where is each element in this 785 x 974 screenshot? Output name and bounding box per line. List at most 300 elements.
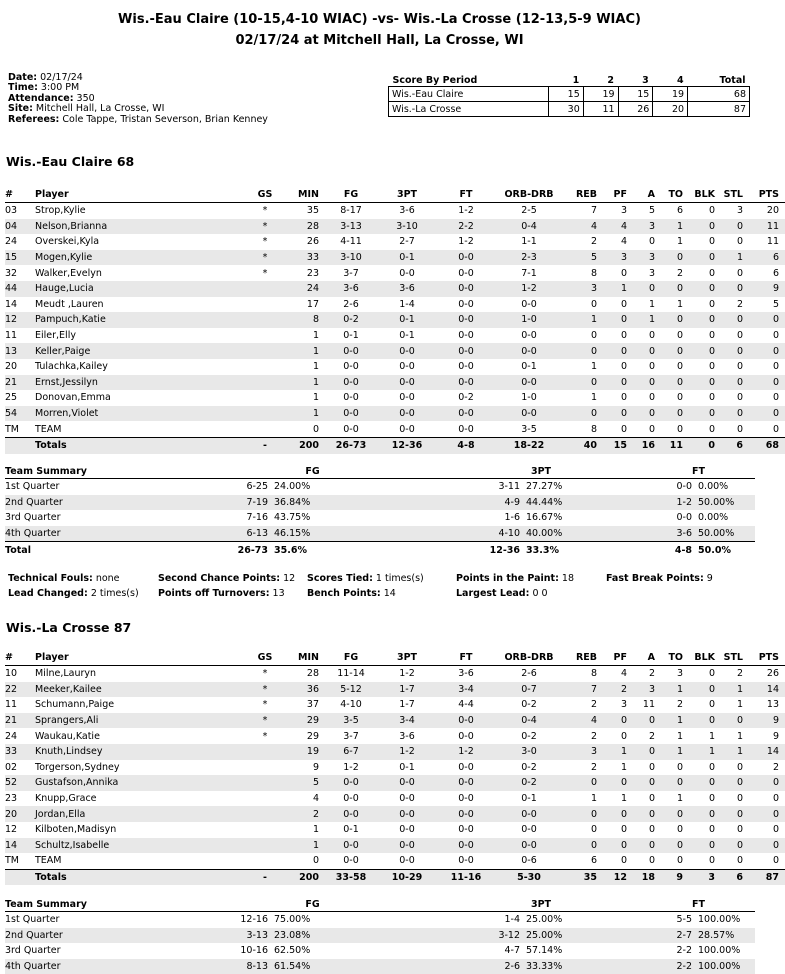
- summary-cell: 6-25: [246, 481, 268, 493]
- summary-cell: 40.00%: [520, 526, 642, 542]
- player-name: Knupp,Grace: [35, 793, 97, 805]
- stat-cell: 35: [306, 205, 319, 217]
- stat-cell: 0-0: [495, 838, 563, 854]
- sbp-header-cell: 1: [572, 74, 580, 86]
- stat-cell: 1: [676, 730, 683, 742]
- stat-cell: 0: [661, 312, 689, 328]
- player-name: TEAM: [35, 423, 62, 435]
- stat-cell: *: [262, 730, 268, 742]
- player-row: [5, 853, 785, 869]
- stat-cell: 9: [772, 730, 779, 742]
- stat-cell: 0: [736, 824, 743, 836]
- box-header-cell: 3PT: [377, 650, 437, 666]
- stat-cell: 0: [689, 343, 721, 359]
- stat-cell: 1: [661, 682, 689, 698]
- site-value: Mitchell Hall, La Crosse, WI: [35, 103, 165, 115]
- stat-cell: 0-0: [377, 806, 437, 822]
- stat-cell: 0: [689, 219, 721, 235]
- stat-cell: 44: [5, 281, 35, 297]
- stat-cell: 1: [661, 713, 689, 729]
- stat-cell: 14: [5, 838, 35, 854]
- summary-header-cell: FT: [642, 465, 755, 479]
- stat-cell: 2: [290, 806, 325, 822]
- totals-cell: 35: [563, 869, 603, 885]
- player-row: [5, 697, 785, 713]
- box-header-cell: BLK: [689, 187, 721, 203]
- stat-cell: 0-0: [377, 406, 437, 422]
- player-name: Mogen,Kylie: [35, 250, 240, 266]
- stat-cell: 1-2: [399, 668, 415, 680]
- stat-cell: 0: [689, 406, 721, 422]
- stat-cell: 0: [749, 343, 785, 359]
- stat-cell: 0: [736, 423, 743, 435]
- player-name: Morren,Violet: [35, 406, 240, 422]
- stat-cell: 0: [312, 423, 319, 435]
- player-row: [5, 682, 785, 698]
- stat-cell: 0: [689, 775, 721, 791]
- stat-cell: 0: [736, 392, 743, 404]
- box-header-cell: TO: [661, 650, 689, 666]
- stat-cell: 0: [603, 775, 633, 791]
- player-name: Torgerson,Sydney: [35, 761, 120, 773]
- stat-cell: 1-2: [495, 281, 563, 297]
- totals-cell: 12: [603, 869, 633, 885]
- summary-cell: 26-73: [185, 542, 268, 558]
- player-row: [5, 312, 785, 328]
- stat-cell: [240, 375, 290, 391]
- stat-cell: 0-0: [325, 343, 377, 359]
- stat-cell: 0: [689, 713, 721, 729]
- totals-cell: 33-58: [325, 869, 377, 885]
- totals-cell: 4-8: [437, 437, 495, 453]
- stat-cell: 1: [661, 744, 689, 760]
- stat-cell: 0: [772, 392, 779, 404]
- stat-cell: 0: [689, 806, 721, 822]
- stat-cell: 1: [312, 824, 319, 836]
- player-row: [5, 281, 785, 297]
- stat-cell: TM: [5, 423, 19, 435]
- stat-cell: [240, 791, 290, 807]
- stat-cell: 28: [306, 668, 319, 680]
- stat-cell: 3: [563, 744, 603, 760]
- stat-cell: 0-4: [495, 219, 563, 235]
- stat-cell: [240, 328, 290, 344]
- stat-cell: 3-10: [377, 219, 437, 235]
- stat-cell: 54: [5, 406, 35, 422]
- stat-cell: 0: [736, 330, 743, 342]
- sbp-cell: 68: [688, 87, 750, 102]
- totals-cell: 26-73: [325, 437, 377, 453]
- stat-cell: 0: [749, 806, 785, 822]
- stat-cell: [240, 822, 290, 838]
- box-header-cell: A: [633, 650, 661, 666]
- stat-cell: 7: [563, 682, 603, 698]
- stat-cell: 11: [749, 219, 785, 235]
- summary-cell: 4-9: [440, 495, 520, 511]
- sbp-header-cell: 3: [642, 74, 649, 86]
- stat-cell: 0: [620, 824, 627, 836]
- stat-cell: 0-2: [495, 775, 563, 791]
- stat-cell: 0-0: [437, 375, 495, 391]
- sbp-cell: 20: [653, 102, 688, 117]
- summary-header-cell: FG: [185, 898, 440, 912]
- box-header-cell: FG: [325, 650, 377, 666]
- sbp-cell: 19: [653, 87, 688, 102]
- sbp-header-cell: 4: [676, 74, 684, 86]
- stat-cell: 0-0: [377, 343, 437, 359]
- stat-cell: 0-0: [399, 824, 415, 836]
- stat-cell: 12: [5, 824, 18, 836]
- stat-cell: 0: [772, 330, 779, 342]
- stat-cell: 1-2: [377, 744, 437, 760]
- sbp-cell: 30: [549, 102, 584, 117]
- stat-cell: 22: [5, 682, 35, 698]
- stat-cell: 2-6: [521, 668, 537, 680]
- player-name: Pampuch,Katie: [35, 312, 240, 328]
- stat-cell: 1: [312, 361, 319, 373]
- stat-cell: 0: [661, 343, 689, 359]
- stat-cell: 1: [312, 392, 319, 404]
- summary-header-cell: FT: [642, 898, 755, 912]
- stat-cell: [240, 775, 290, 791]
- stat-cell: 0-0: [458, 793, 474, 805]
- fast-break-value: 9: [706, 573, 713, 584]
- stat-cell: 1-7: [399, 699, 415, 711]
- stat-cell: 6: [749, 250, 785, 266]
- stat-cell: 0: [749, 312, 785, 328]
- totals-cell: 12-36: [377, 437, 437, 453]
- stat-cell: 2-6: [343, 298, 359, 310]
- stat-cell: 0-1: [343, 824, 359, 836]
- totals-cell: 3: [689, 869, 721, 885]
- player-name: Sprangers,Ali: [35, 713, 240, 729]
- stat-cell: 0-0: [437, 250, 495, 266]
- game-matchup-title: Wis.-Eau Claire (10-15,4-10 WIAC) -vs- Wis.-La Crosse (12-13,5-9 WIAC): [118, 12, 641, 27]
- stat-cell: 4: [563, 219, 603, 235]
- stat-cell: [240, 390, 290, 406]
- stat-cell: 0-0: [521, 330, 537, 342]
- stat-cell: 5: [290, 775, 325, 791]
- stat-cell: 1: [290, 375, 325, 391]
- stat-cell: 0-1: [343, 330, 359, 342]
- stat-cell: 0: [648, 761, 655, 773]
- stat-cell: 1: [676, 298, 683, 310]
- stat-cell: 0-0: [399, 855, 415, 867]
- totals-cell: 10-29: [377, 869, 437, 885]
- stat-cell: 0: [708, 392, 715, 404]
- stat-cell: 0-4: [495, 713, 563, 729]
- player-name: Tulachka,Kailey: [35, 361, 108, 373]
- stat-cell: 1: [633, 312, 661, 328]
- stat-cell: 0: [648, 793, 655, 805]
- stat-cell: 0-0: [325, 838, 377, 854]
- summary-cell: 43.75%: [274, 512, 311, 524]
- stat-cell: 23: [306, 267, 319, 279]
- stat-cell: 0: [749, 375, 785, 391]
- stat-cell: 0-0: [437, 838, 495, 854]
- referees-value: Cole Tappe, Tristan Severson, Brian Kenney: [62, 113, 268, 125]
- stat-cell: 0: [749, 775, 785, 791]
- box-header-cell: PF: [603, 187, 633, 203]
- stat-cell: 0: [689, 281, 721, 297]
- stat-cell: 0-0: [458, 761, 474, 773]
- stat-cell: 3: [603, 250, 633, 266]
- stat-cell: 0-0: [521, 824, 537, 836]
- stat-cell: [240, 421, 290, 437]
- stat-cell: 3-5: [521, 423, 537, 435]
- stat-cell: 1: [736, 730, 743, 742]
- stat-cell: 0: [676, 361, 683, 373]
- box-header-cell: MIN: [290, 650, 325, 666]
- stat-cell: 0: [603, 838, 633, 854]
- stat-cell: 7: [590, 205, 597, 217]
- stat-cell: *: [240, 250, 290, 266]
- stat-cell: 15: [5, 250, 35, 266]
- stat-cell: 0: [620, 361, 627, 373]
- stat-cell: 0-2: [521, 699, 537, 711]
- stat-cell: 9: [749, 281, 785, 297]
- stat-cell: 1-4: [399, 298, 415, 310]
- box-header-cell: ORB-DRB: [495, 187, 563, 203]
- stat-cell: 0: [721, 806, 749, 822]
- stat-cell: 0: [620, 298, 627, 310]
- stat-cell: 0-0: [399, 392, 415, 404]
- player-row: [5, 343, 785, 359]
- scores-tied-label: Scores Tied:: [307, 573, 373, 584]
- stat-cell: 0: [620, 855, 627, 867]
- stat-cell: 6: [676, 205, 683, 217]
- stat-cell: 0-1: [399, 330, 415, 342]
- sbp-header-cell: 2: [607, 74, 615, 86]
- quarter-row: [5, 526, 755, 542]
- sbp-cell: 15: [618, 87, 653, 102]
- stat-cell: 0-0: [458, 298, 474, 310]
- box-header-cell: FT: [437, 650, 495, 666]
- stat-cell: 0: [708, 298, 715, 310]
- sbp-cell: Wis.-La Crosse: [389, 102, 549, 117]
- stat-cell: 0: [721, 312, 749, 328]
- stat-cell: 0: [708, 361, 715, 373]
- stat-cell: 4: [563, 713, 603, 729]
- stat-cell: 0-0: [343, 855, 359, 867]
- stat-cell: 25: [5, 392, 18, 404]
- stat-cell: 0-0: [325, 806, 377, 822]
- summary-cell: 25.00%: [520, 928, 642, 944]
- stat-cell: 0: [633, 375, 661, 391]
- totals-cell: 18: [633, 869, 661, 885]
- player-name: Strop,Kylie: [35, 205, 86, 217]
- summary-header-cell: Team Summary: [5, 898, 185, 912]
- player-name: Nelson,Brianna: [35, 219, 240, 235]
- summary-header-cell: 3PT: [440, 898, 642, 912]
- stat-cell: 4-10: [340, 699, 362, 711]
- totals-cell: 15: [603, 437, 633, 453]
- summary-cell: 4-8: [642, 542, 692, 558]
- stat-cell: [240, 297, 290, 313]
- stat-cell: 8: [590, 668, 597, 680]
- stat-cell: [240, 838, 290, 854]
- stat-cell: 2-3: [495, 250, 563, 266]
- stat-cell: 0-0: [377, 775, 437, 791]
- stat-cell: 3: [633, 250, 661, 266]
- stat-cell: 0-2: [325, 312, 377, 328]
- summary-cell: 6-13: [185, 526, 268, 542]
- summary-cell: 5-5: [676, 914, 693, 926]
- player-row: [5, 359, 785, 375]
- stat-cell: 0: [661, 806, 689, 822]
- box-header-cell: REB: [563, 187, 603, 203]
- stat-cell: [240, 744, 290, 760]
- stat-cell: 36: [290, 682, 325, 698]
- stat-cell: 0: [648, 236, 655, 248]
- stat-cell: 0: [633, 806, 661, 822]
- stat-cell: 3-5: [325, 713, 377, 729]
- stat-cell: 0: [620, 330, 627, 342]
- stat-cell: 3: [736, 205, 743, 217]
- summary-cell: 0.00%: [698, 512, 729, 524]
- stat-cell: 0-1: [399, 761, 415, 773]
- box-header-cell: Player: [35, 650, 240, 666]
- summary-cell: 7-19: [185, 495, 268, 511]
- stat-cell: 2: [590, 699, 597, 711]
- summary-cell: 4th Quarter: [5, 526, 185, 542]
- summary-cell: 1-6: [504, 512, 521, 524]
- player-row: [5, 390, 785, 406]
- stat-cell: 1: [290, 838, 325, 854]
- summary-cell: 3-12: [440, 928, 520, 944]
- stat-cell: 2: [736, 298, 743, 310]
- stat-cell: 0-0: [495, 375, 563, 391]
- stat-cell: 0: [772, 824, 779, 836]
- stat-cell: 0: [603, 406, 633, 422]
- totals-cell: [5, 437, 35, 453]
- stat-cell: 0: [648, 392, 655, 404]
- sbp-cell: 11: [583, 102, 618, 117]
- stat-cell: 8: [290, 312, 325, 328]
- stat-cell: 0: [708, 793, 715, 805]
- player-name: Keller,Paige: [35, 343, 240, 359]
- stat-cell: 1: [676, 793, 683, 805]
- stat-cell: [240, 281, 290, 297]
- player-name: Jordan,Ella: [35, 806, 240, 822]
- stat-cell: 0: [708, 668, 715, 680]
- team2-summary-table: [5, 898, 755, 974]
- box-header-cell: FG: [325, 187, 377, 203]
- player-name: Schultz,Isabelle: [35, 838, 240, 854]
- stat-cell: 0: [721, 775, 749, 791]
- summary-cell: 1st Quarter: [5, 914, 60, 926]
- stat-cell: 0-0: [437, 406, 495, 422]
- totals-cell: 200: [290, 437, 325, 453]
- summary-cell: 0.00%: [698, 481, 729, 493]
- summary-cell: 3-11: [498, 481, 521, 493]
- stat-cell: 0-2: [458, 392, 474, 404]
- stat-cell: 17: [306, 298, 319, 310]
- stat-cell: 0-0: [458, 267, 474, 279]
- stat-cell: 0: [590, 824, 597, 836]
- stat-cell: 1: [590, 793, 597, 805]
- stat-cell: 0: [772, 793, 779, 805]
- quarter-row: [5, 959, 755, 974]
- sbp-cell: Wis.-Eau Claire: [389, 87, 549, 102]
- stat-cell: 0: [721, 343, 749, 359]
- stat-cell: 32: [5, 267, 18, 279]
- box-header-cell: Player: [35, 187, 240, 203]
- summary-cell: 33.3%: [520, 542, 642, 558]
- stat-cell: 10: [5, 668, 18, 680]
- stat-cell: 1: [661, 219, 689, 235]
- stat-cell: 0-0: [325, 375, 377, 391]
- stat-cell: 1-0: [521, 392, 537, 404]
- stat-cell: 29: [306, 730, 319, 742]
- stat-cell: 2: [772, 761, 779, 773]
- stat-cell: 3-0: [495, 744, 563, 760]
- stat-cell: 0: [736, 236, 743, 248]
- stat-cell: *: [240, 219, 290, 235]
- stat-cell: 1: [620, 761, 627, 773]
- summary-cell: 57.14%: [526, 945, 563, 957]
- summary-cell: 2nd Quarter: [5, 928, 185, 944]
- stat-cell: 1-2: [437, 744, 495, 760]
- player-row: [5, 219, 785, 235]
- stat-cell: *: [262, 668, 268, 680]
- summary-cell: 25.00%: [526, 914, 563, 926]
- box-header-cell: PTS: [749, 650, 785, 666]
- stat-cell: 2: [648, 730, 655, 742]
- stat-cell: 0: [676, 824, 683, 836]
- stat-cell: 0-0: [343, 361, 359, 373]
- box-header-cell: TO: [661, 187, 689, 203]
- box-header-cell: BLK: [689, 650, 721, 666]
- quarter-row: [5, 510, 755, 526]
- stat-cell: 24: [290, 281, 325, 297]
- stat-cell: 24: [5, 730, 18, 742]
- box-header-cell: A: [633, 187, 661, 203]
- stat-cell: 1: [721, 744, 749, 760]
- stat-cell: 28: [290, 219, 325, 235]
- stat-cell: 26: [306, 236, 319, 248]
- team1-section-title: Wis.-Eau Claire 68: [6, 154, 135, 169]
- stat-cell: 0-0: [399, 423, 415, 435]
- summary-cell: 23.08%: [268, 928, 440, 944]
- second-chance-label: Second Chance Points:: [158, 573, 281, 584]
- stat-cell: 0-0: [377, 375, 437, 391]
- stat-cell: 0: [721, 219, 749, 235]
- box-header-cell: #: [5, 650, 35, 666]
- totals-cell: 11: [661, 437, 689, 453]
- player-name: TEAM: [35, 855, 62, 867]
- stat-cell: [240, 312, 290, 328]
- team1-summary-table: [5, 465, 755, 558]
- box-header-cell: REB: [563, 650, 603, 666]
- team2-box-score: [5, 650, 785, 885]
- player-name: Walker,Evelyn: [35, 267, 102, 279]
- stat-cell: 1: [689, 744, 721, 760]
- stat-cell: 0: [676, 423, 683, 435]
- stat-cell: *: [262, 236, 268, 248]
- stat-cell: 0-0: [495, 406, 563, 422]
- stat-cell: 4: [620, 668, 627, 680]
- player-name: Ernst,Jessilyn: [35, 375, 240, 391]
- sbp-cell: 15: [549, 87, 584, 102]
- stat-cell: 0-0: [458, 824, 474, 836]
- points-paint-label: Points in the Paint:: [456, 573, 559, 584]
- site-label: Site:: [8, 103, 33, 115]
- stat-cell: 5-12: [325, 682, 377, 698]
- stat-cell: 0: [708, 236, 715, 248]
- player-row: [5, 297, 785, 313]
- player-row: [5, 838, 785, 854]
